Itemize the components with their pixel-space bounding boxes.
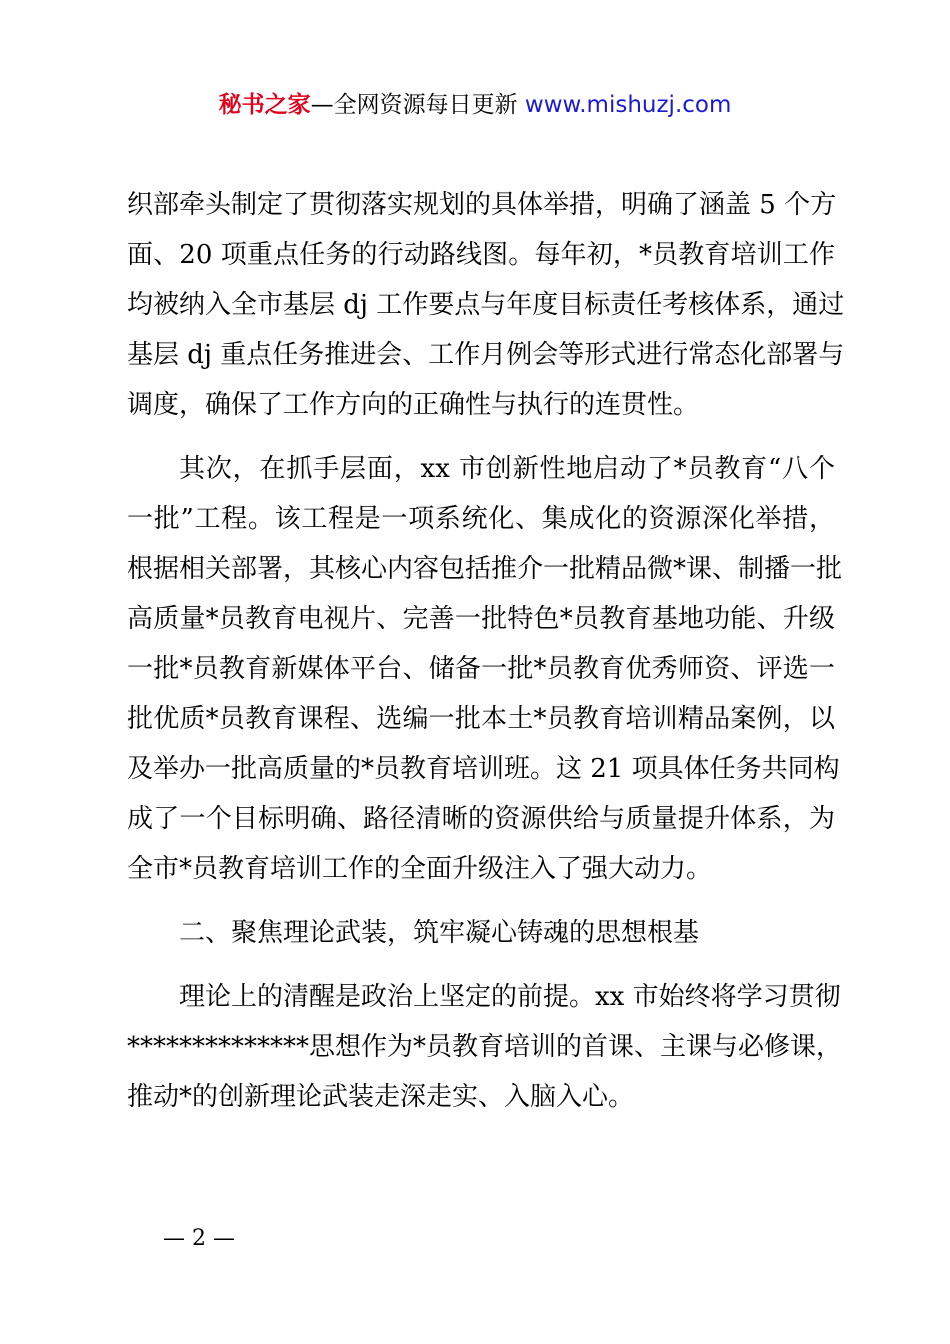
section-heading-text: 二、聚焦理论武装，筑牢凝心铸魂的思想根基 [179, 918, 700, 948]
text-line: 一批*员教育新媒体平台、储备一批*员教育优秀师资、评选一 [127, 654, 835, 684]
paragraph [127, 972, 843, 1122]
text-line: 成了一个目标明确、路径清晰的资源供给与质量提升体系，为 [127, 804, 835, 834]
text-line: 批优质*员教育课程、选编一批本土*员教育培训精品案例，以 [127, 704, 835, 734]
text-line: **************思想作为*员教育培训的首课、主课与必修课， [127, 1032, 843, 1062]
section-heading [127, 908, 835, 958]
text-line: 高质量*员教育电视片、完善一批特色*员教育基地功能、升级 [127, 604, 835, 634]
text-line: 根据相关部署，其核心内容包括推介一批精品微*课、制播一批 [127, 554, 843, 584]
brand-name: 秘书之家 [218, 92, 311, 118]
header-slogan: —全网资源每日更新 [310, 92, 525, 118]
document-body [127, 180, 845, 1122]
text-line: 全市*员教育培训工作的全面升级注入了强大动力。 [127, 854, 713, 884]
paragraph [127, 444, 843, 894]
site-header [0, 88, 950, 122]
paragraph [127, 180, 845, 430]
text-line: 面、20 项重点任务的行动路线图。每年初，*员教育培训工作 [127, 240, 835, 270]
text-line: 推动*的创新理论武装走深走实、入脑入心。 [127, 1082, 635, 1112]
text-line: 织部牵头制定了贯彻落实规划的具体举措，明确了涵盖 5 个方 [127, 190, 837, 220]
text-line: 理论上的清醒是政治上坚定的前提。xx 市始终将学习贯彻 [179, 982, 841, 1012]
text-line: 及举办一批高质量的*员教育培训班。这 21 项具体任务共同构 [127, 754, 840, 784]
text-line: 其次，在抓手层面，xx 市创新性地启动了*员教育“八个 [179, 454, 835, 484]
text-line: 调度，确保了工作方向的正确性与执行的连贯性。 [127, 390, 700, 420]
text-line: 一批”工程。该工程是一项系统化、集成化的资源深化举措， [127, 504, 835, 534]
page-number: — 2 — [163, 1226, 235, 1251]
site-url-link[interactable]: www.mishuzj.com [524, 92, 732, 118]
text-line: 基层 dj 重点任务推进会、工作月例会等形式进行常态化部署与 [127, 340, 845, 370]
text-line: 均被纳入全市基层 dj 工作要点与年度目标责任考核体系，通过 [127, 290, 845, 320]
